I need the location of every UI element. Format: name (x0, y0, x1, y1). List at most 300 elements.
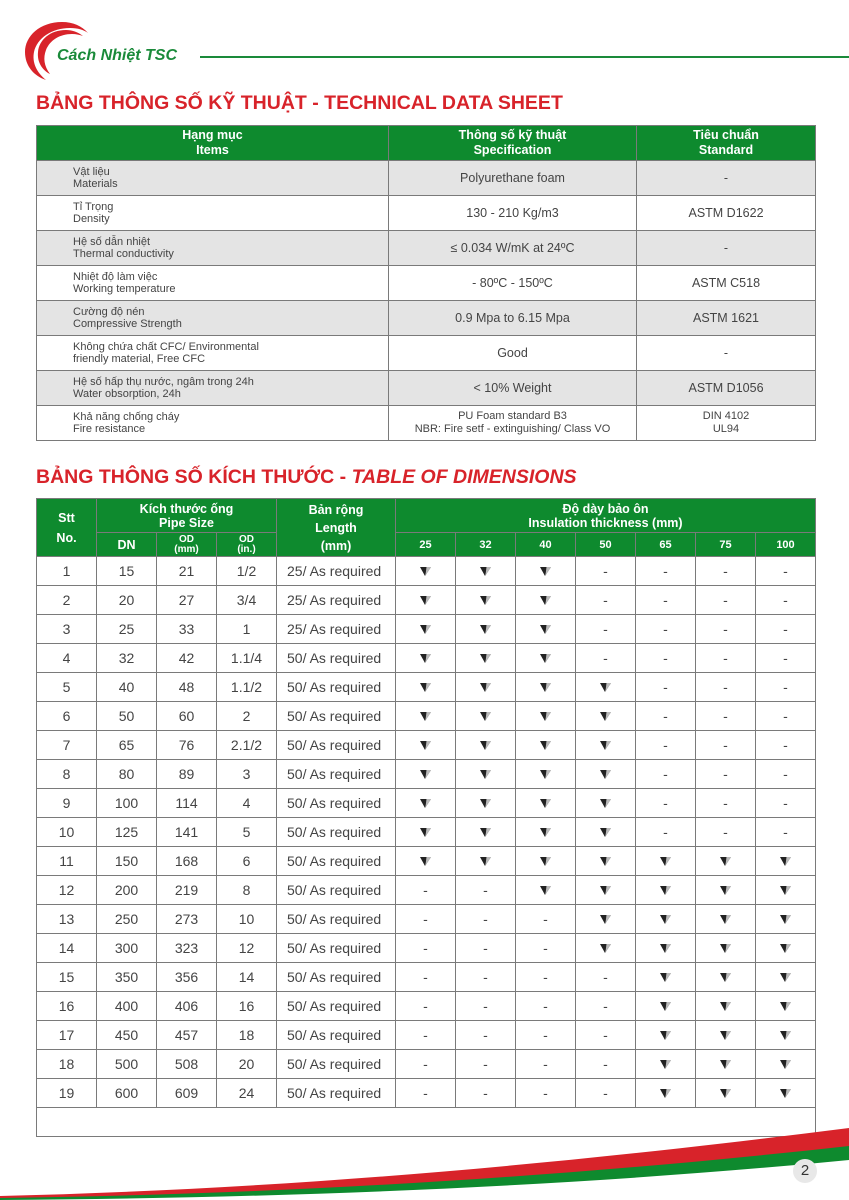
cell-available (696, 963, 756, 992)
cell-available (396, 818, 456, 847)
cell-od-mm: 356 (157, 963, 217, 992)
cell-unavailable: - (456, 1021, 516, 1050)
cell-available (756, 847, 816, 876)
spec-standard-cell (637, 336, 816, 371)
header-label-en: Specification (473, 143, 552, 157)
spec-header-specification (389, 126, 637, 161)
cell-available (696, 1050, 756, 1079)
cell-available (576, 760, 636, 789)
checkmark-icon (420, 650, 431, 666)
checkmark-icon (720, 911, 731, 927)
checkmark-icon (660, 969, 671, 985)
dimension-table (36, 498, 816, 1137)
cell-length: 50/ As required (277, 905, 396, 934)
checkmark-icon (480, 563, 491, 579)
cell-no: 3 (37, 615, 97, 644)
cell-dn: 50 (97, 702, 157, 731)
checkmark-icon (780, 882, 791, 898)
checkmark-icon (540, 650, 551, 666)
cell-unavailable: - (636, 673, 696, 702)
spec-value: - 80ºC - 150ºC (472, 276, 553, 290)
cell-unavailable: - (756, 557, 816, 586)
cell-unavailable: - (756, 702, 816, 731)
cell-dn: 600 (97, 1079, 157, 1108)
cell-dn: 125 (97, 818, 157, 847)
cell-no: 13 (37, 905, 97, 934)
cell-available (396, 673, 456, 702)
spec-value: Polyurethane foam (460, 171, 565, 185)
cell-available (696, 992, 756, 1021)
cell-unavailable: - (696, 789, 756, 818)
checkmark-icon (600, 853, 611, 869)
spec-standard: ASTM C518 (691, 276, 761, 290)
spec-standard: UL94 (712, 423, 740, 435)
header-label-en: Items (196, 143, 229, 157)
checkmark-icon (540, 824, 551, 840)
checkmark-icon (420, 621, 431, 637)
cell-available (576, 789, 636, 818)
cell-od-in: 20 (217, 1050, 277, 1079)
cell-unavailable: - (636, 557, 696, 586)
header-label-vi: Độ dày bảo ôn (562, 501, 649, 516)
cell-unavailable: - (696, 760, 756, 789)
spec-item-vi: Vật liệu (73, 166, 110, 178)
cell-od-in: 6 (217, 847, 277, 876)
cell-available (456, 586, 516, 615)
spec-row (37, 196, 816, 231)
checkmark-icon (660, 1027, 671, 1043)
cell-available (756, 905, 816, 934)
spec-value: Good (497, 346, 528, 360)
checkmark-icon (780, 969, 791, 985)
header-label-en: Pipe Size (159, 515, 214, 530)
checkmark-icon (600, 737, 611, 753)
checkmark-icon (720, 853, 731, 869)
spec-row (37, 371, 816, 406)
cell-length: 50/ As required (277, 760, 396, 789)
checkmark-icon (780, 998, 791, 1014)
cell-length: 25/ As required (277, 615, 396, 644)
checkmark-icon (480, 650, 491, 666)
checkmark-icon (480, 766, 491, 782)
checkmark-icon (540, 679, 551, 695)
spec-row (37, 301, 816, 336)
checkmark-icon (660, 998, 671, 1014)
cell-available (516, 731, 576, 760)
spec-item-en: Materials (73, 178, 118, 190)
spec-standard-cell (637, 406, 816, 441)
cell-unavailable: - (456, 1050, 516, 1079)
cell-length: 50/ As required (277, 818, 396, 847)
cell-unavailable: - (696, 731, 756, 760)
cell-unavailable: - (456, 963, 516, 992)
cell-no: 2 (37, 586, 97, 615)
header-unit: (mm) (320, 538, 352, 553)
cell-available (456, 731, 516, 760)
checkmark-icon (480, 621, 491, 637)
cell-unavailable: - (756, 731, 816, 760)
cell-no: 12 (37, 876, 97, 905)
header-stt (37, 499, 97, 557)
cell-no: 11 (37, 847, 97, 876)
cell-dn: 450 (97, 1021, 157, 1050)
cell-available (576, 905, 636, 934)
cell-available (696, 847, 756, 876)
spec-standard-cell (637, 231, 816, 266)
spec-item-vi: Hệ số hấp thụ nước, ngâm trong 24h (73, 376, 254, 388)
cell-available (636, 934, 696, 963)
dimension-row (37, 818, 816, 847)
spec-value-cell (389, 266, 637, 301)
cell-available (756, 992, 816, 1021)
checkmark-icon (600, 708, 611, 724)
dimension-row (37, 1021, 816, 1050)
spec-row (37, 406, 816, 441)
cell-unavailable: - (636, 644, 696, 673)
cell-available (456, 702, 516, 731)
cell-unavailable: - (576, 1021, 636, 1050)
cell-od-in: 3 (217, 760, 277, 789)
cell-unavailable: - (756, 586, 816, 615)
checkmark-icon (420, 853, 431, 869)
cell-dn: 200 (97, 876, 157, 905)
checkmark-icon (420, 563, 431, 579)
header-od-label: OD (179, 533, 194, 545)
checkmark-icon (780, 1056, 791, 1072)
cell-od-in: 1/2 (217, 557, 277, 586)
spec-value: 0.9 Mpa to 6.15 Mpa (455, 311, 570, 325)
cell-unavailable: - (576, 557, 636, 586)
header-od-in (217, 533, 277, 557)
cell-length: 50/ As required (277, 847, 396, 876)
spec-value-cell (389, 371, 637, 406)
header-label-en: Insulation thickness (mm) (528, 515, 683, 530)
cell-unavailable: - (636, 818, 696, 847)
cell-available (696, 876, 756, 905)
spec-item-en: Water obsorption, 24h (73, 388, 181, 400)
checkmark-icon (540, 592, 551, 608)
spec-item-en: Density (73, 213, 110, 225)
cell-od-mm: 508 (157, 1050, 217, 1079)
checkmark-icon (480, 824, 491, 840)
cell-unavailable: - (696, 557, 756, 586)
spec-table (36, 125, 816, 441)
dimension-row (37, 1050, 816, 1079)
checkmark-icon (720, 969, 731, 985)
cell-available (636, 963, 696, 992)
cell-no: 8 (37, 760, 97, 789)
checkmark-icon (720, 1027, 731, 1043)
cell-od-mm: 457 (157, 1021, 217, 1050)
cell-od-mm: 168 (157, 847, 217, 876)
checkmark-icon (420, 766, 431, 782)
cell-dn: 20 (97, 586, 157, 615)
cell-unavailable: - (696, 673, 756, 702)
cell-available (456, 818, 516, 847)
cell-no: 19 (37, 1079, 97, 1108)
header-thickness-65: 65 (636, 533, 696, 557)
cell-available (576, 673, 636, 702)
cell-dn: 15 (97, 557, 157, 586)
cell-available (576, 731, 636, 760)
cell-unavailable: - (396, 992, 456, 1021)
checkmark-icon (480, 679, 491, 695)
spec-standard-cell (637, 371, 816, 406)
cell-unavailable: - (756, 760, 816, 789)
cell-available (756, 1021, 816, 1050)
cell-unavailable: - (396, 1021, 456, 1050)
cell-available (456, 673, 516, 702)
cell-available (696, 1021, 756, 1050)
cell-available (456, 847, 516, 876)
spec-section-title: BẢNG THÔNG SỐ KỸ THUẬT - TECHNICAL DATA SHEET (36, 92, 563, 114)
cell-unavailable: - (456, 876, 516, 905)
cell-od-in: 1.1/4 (217, 644, 277, 673)
cell-od-in: 18 (217, 1021, 277, 1050)
cell-od-mm: 21 (157, 557, 217, 586)
cell-available (396, 557, 456, 586)
spec-value: ≤ 0.034 W/mK at 24ºC (450, 241, 575, 255)
cell-unavailable: - (456, 1079, 516, 1108)
cell-unavailable: - (756, 673, 816, 702)
cell-available (516, 586, 576, 615)
cell-length: 50/ As required (277, 789, 396, 818)
checkmark-icon (660, 1056, 671, 1072)
cell-available (396, 615, 456, 644)
cell-unavailable: - (396, 905, 456, 934)
dimension-row (37, 702, 816, 731)
cell-od-in: 24 (217, 1079, 277, 1108)
checkmark-icon (780, 940, 791, 956)
dimension-row (37, 586, 816, 615)
checkmark-icon (480, 708, 491, 724)
cell-available (396, 586, 456, 615)
cell-dn: 100 (97, 789, 157, 818)
cell-available (576, 847, 636, 876)
checkmark-icon (720, 1056, 731, 1072)
cell-available (756, 1050, 816, 1079)
cell-dn: 25 (97, 615, 157, 644)
cell-length: 50/ As required (277, 992, 396, 1021)
dimension-row (37, 992, 816, 1021)
cell-unavailable: - (756, 789, 816, 818)
cell-length: 50/ As required (277, 876, 396, 905)
checkmark-icon (540, 882, 551, 898)
cell-od-in: 2.1/2 (217, 731, 277, 760)
cell-available (516, 557, 576, 586)
dimension-row (37, 644, 816, 673)
cell-no: 10 (37, 818, 97, 847)
header-od-unit: (mm) (174, 543, 199, 555)
cell-available (576, 876, 636, 905)
cell-unavailable: - (756, 615, 816, 644)
checkmark-icon (420, 824, 431, 840)
checkmark-icon (780, 1027, 791, 1043)
header-no-label: No. (56, 530, 77, 545)
spec-standard: ASTM 1621 (692, 311, 759, 325)
header-thickness-32: 32 (456, 533, 516, 557)
cell-available (456, 557, 516, 586)
dimension-row (37, 876, 816, 905)
cell-length: 50/ As required (277, 702, 396, 731)
cell-dn: 400 (97, 992, 157, 1021)
cell-od-mm: 609 (157, 1079, 217, 1108)
cell-available (516, 673, 576, 702)
cell-dn: 40 (97, 673, 157, 702)
cell-unavailable: - (396, 963, 456, 992)
header-label-en: Length (315, 520, 357, 535)
spec-item-vi: Hệ số dẫn nhiệt (73, 236, 151, 248)
cell-length: 50/ As required (277, 1079, 396, 1108)
cell-unavailable: - (696, 586, 756, 615)
checkmark-icon (780, 911, 791, 927)
spec-value: < 10% Weight (473, 381, 552, 395)
header-thickness-50: 50 (576, 533, 636, 557)
checkmark-icon (600, 940, 611, 956)
checkmark-icon (600, 911, 611, 927)
spec-row (37, 336, 816, 371)
cell-od-mm: 60 (157, 702, 217, 731)
cell-no: 6 (37, 702, 97, 731)
dim-title-main: BẢNG THÔNG SỐ KÍCH THƯỚC - (36, 466, 352, 488)
cell-od-mm: 219 (157, 876, 217, 905)
cell-od-mm: 141 (157, 818, 217, 847)
spec-header-row (37, 126, 816, 161)
header-label-vi: Thông số kỹ thuật (458, 128, 567, 142)
cell-unavailable: - (516, 934, 576, 963)
cell-available (756, 963, 816, 992)
header-thickness-25: 25 (396, 533, 456, 557)
cell-od-in: 8 (217, 876, 277, 905)
dimension-row (37, 905, 816, 934)
cell-length: 50/ As required (277, 731, 396, 760)
cell-dn: 32 (97, 644, 157, 673)
brand-name: Cách Nhiệt TSC (57, 47, 178, 64)
spec-item-en: friendly material, Free CFC (73, 353, 206, 365)
cell-available (396, 731, 456, 760)
spec-value: NBR: Fire setf - extinguishing/ Class VO (414, 423, 611, 435)
cell-available (516, 760, 576, 789)
page-number: 2 (793, 1159, 817, 1183)
checkmark-icon (660, 1085, 671, 1101)
cell-unavailable: - (576, 586, 636, 615)
spec-item-vi: Cường độ nén (73, 306, 145, 318)
cell-od-mm: 273 (157, 905, 217, 934)
header-pipe-size (97, 499, 277, 533)
header-thickness-40: 40 (516, 533, 576, 557)
cell-unavailable: - (396, 934, 456, 963)
cell-unavailable: - (456, 992, 516, 1021)
spec-standard-cell (637, 161, 816, 196)
cell-available (756, 876, 816, 905)
cell-available (456, 760, 516, 789)
cell-available (456, 644, 516, 673)
spec-standard-cell (637, 196, 816, 231)
cell-od-mm: 323 (157, 934, 217, 963)
cell-unavailable: - (756, 818, 816, 847)
checkmark-icon (480, 795, 491, 811)
cell-no: 17 (37, 1021, 97, 1050)
header-stt-label: Stt (58, 510, 75, 525)
spec-value: 130 - 210 Kg/m3 (466, 206, 559, 220)
cell-od-in: 4 (217, 789, 277, 818)
cell-unavailable: - (576, 644, 636, 673)
spec-item-vi: Nhiệt độ làm việc (73, 271, 158, 283)
dimension-row (37, 760, 816, 789)
spec-item-cell (37, 336, 389, 371)
spec-standard: - (723, 241, 729, 255)
cell-dn: 250 (97, 905, 157, 934)
checkmark-icon (600, 824, 611, 840)
checkmark-icon (660, 853, 671, 869)
checkmark-icon (600, 882, 611, 898)
cell-available (396, 644, 456, 673)
checkmark-icon (660, 911, 671, 927)
checkmark-icon (480, 853, 491, 869)
header-label-vi: Hạng mục (182, 128, 243, 142)
header-label-en: Standard (698, 143, 754, 157)
spec-value-cell (389, 336, 637, 371)
spec-standard: - (723, 346, 729, 360)
cell-available (636, 847, 696, 876)
spec-row (37, 231, 816, 266)
cell-available (636, 992, 696, 1021)
cell-unavailable: - (636, 615, 696, 644)
cell-od-mm: 406 (157, 992, 217, 1021)
cell-od-mm: 48 (157, 673, 217, 702)
cell-available (516, 615, 576, 644)
footer-swoosh-icon (0, 1120, 849, 1200)
cell-available (756, 934, 816, 963)
spec-item-cell (37, 161, 389, 196)
cell-od-in: 5 (217, 818, 277, 847)
cell-dn: 80 (97, 760, 157, 789)
checkmark-icon (480, 737, 491, 753)
header-dn: DN (97, 533, 157, 557)
cell-dn: 150 (97, 847, 157, 876)
dimension-row (37, 847, 816, 876)
spec-standard-cell (637, 301, 816, 336)
cell-no: 18 (37, 1050, 97, 1079)
spec-standard: ASTM D1056 (688, 381, 764, 395)
cell-length: 50/ As required (277, 934, 396, 963)
dimension-row (37, 1079, 816, 1108)
spec-item-cell (37, 301, 389, 336)
cell-od-mm: 27 (157, 586, 217, 615)
cell-available (516, 789, 576, 818)
dim-header-row-1 (37, 499, 816, 533)
checkmark-icon (720, 1085, 731, 1101)
cell-od-in: 2 (217, 702, 277, 731)
cell-length: 50/ As required (277, 1021, 396, 1050)
cell-od-in: 12 (217, 934, 277, 963)
cell-no: 4 (37, 644, 97, 673)
cell-length: 25/ As required (277, 586, 396, 615)
dim-title-italic: TABLE OF DIMENSIONS (351, 466, 577, 488)
spec-item-cell (37, 406, 389, 441)
cell-unavailable: - (516, 1079, 576, 1108)
header-length (277, 499, 396, 557)
checkmark-icon (540, 621, 551, 637)
cell-available (516, 702, 576, 731)
spec-value-cell (389, 196, 637, 231)
cell-available (516, 876, 576, 905)
checkmark-icon (540, 853, 551, 869)
header-od-mm (157, 533, 217, 557)
spec-header-standard (637, 126, 816, 161)
dimension-row (37, 789, 816, 818)
cell-available (516, 644, 576, 673)
